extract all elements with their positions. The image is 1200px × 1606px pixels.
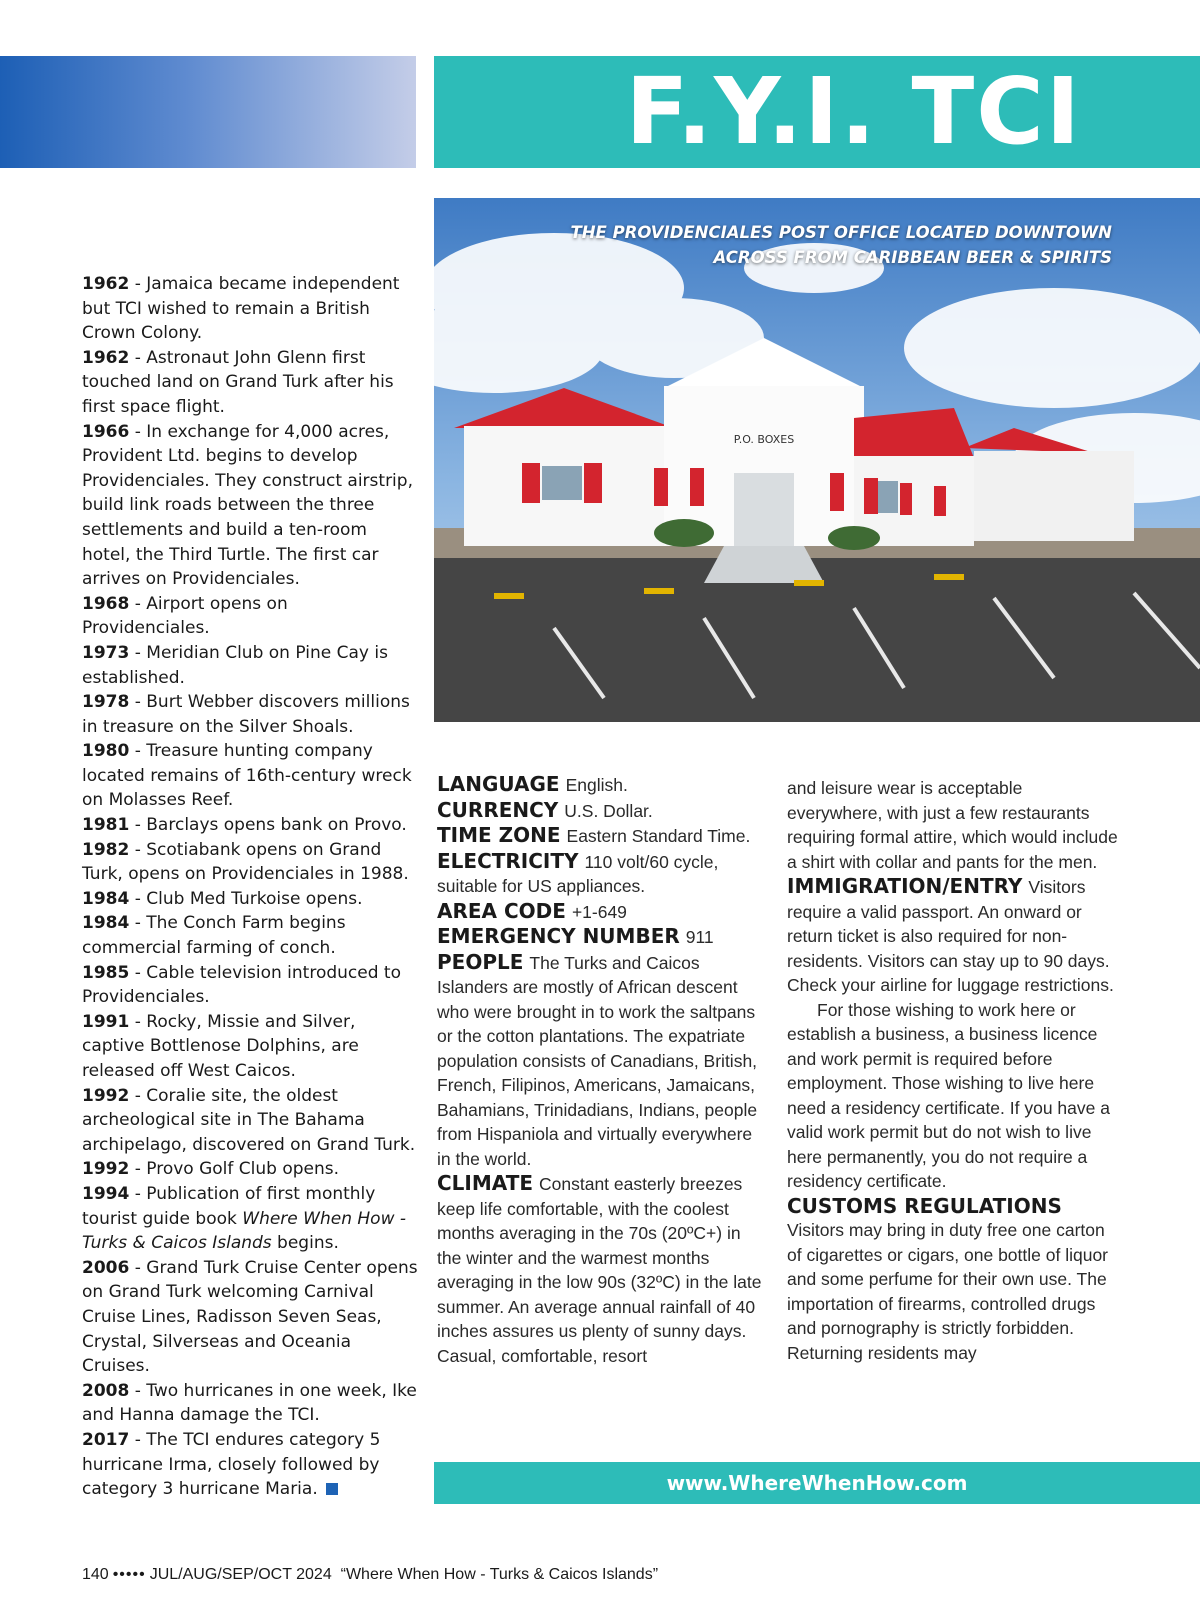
timeline-entry	[82, 272, 418, 346]
fact-label: CUSTOMS REGULATIONS	[787, 1193, 1062, 1218]
fact-text: 110 volt/60 cycle, suitable for US appliances.	[437, 851, 719, 896]
timeline-year: 1962	[82, 274, 130, 294]
footer-dots: •••••	[112, 1566, 146, 1583]
po-boxes-sign: P.O. BOXES	[733, 433, 795, 446]
far-building	[974, 451, 1134, 541]
timeline-entry	[82, 690, 418, 739]
fact-text: Visitors require a valid passport. An onward or return ticket is also required for non-residents. Visitors can stay up to 90 days. Check your airline for luggage restrictions.	[787, 877, 1114, 995]
publication-name: “Where When How - Turks & Caicos Islands”	[340, 1566, 659, 1583]
fact-label: PEOPLE	[437, 949, 524, 974]
fact-electricity	[437, 849, 767, 899]
timeline-entry	[82, 887, 418, 912]
fact-label: CLIMATE	[437, 1171, 533, 1195]
timeline-text: - The Conch Farm begins commercial farming of conch.	[82, 913, 346, 959]
timeline-year: 1978	[82, 692, 130, 713]
timeline-text: - Two hurricanes in one week, Ike and Hanna damage the TCI.	[82, 1380, 417, 1426]
timeline-entry	[82, 346, 418, 420]
fact-climate-continued: and leisure wear is acceptable everywhere, with just a few restaurants requiring formal attire, which would include a shirt with collar and pants for the men.	[787, 778, 1118, 872]
post-office-photo	[434, 198, 1200, 722]
timeline-text: - In exchange for 4,000 acres, Provident Ltd. begins to develop Providenciales. They construct airstrip, build link roads between the three settlements and build a ten-room hotel, the Third Turtle. The first car arrives on Providenciales.	[82, 421, 413, 590]
timeline-entry	[82, 1084, 418, 1158]
timeline-year: 1991	[82, 1011, 130, 1032]
timeline-year: 2006	[82, 1257, 130, 1278]
timeline-year: 1984	[82, 913, 130, 934]
timeline-entry	[82, 838, 418, 887]
timeline-text-tail: begins.	[271, 1233, 339, 1254]
timeline-year: 2008	[82, 1380, 130, 1401]
timeline-year: 1992	[82, 1159, 130, 1180]
fact-label: IMMIGRATION/ENTRY	[787, 874, 1023, 898]
page-title: F.Y.I. TCI	[625, 58, 1082, 165]
timeline-text: - Barclays opens bank on Provo.	[129, 815, 407, 836]
fact-time-zone	[437, 823, 767, 849]
timeline-text: - Jamaica became independent but TCI wished to remain a British Crown Colony.	[82, 274, 400, 344]
timeline-year: 1962	[82, 347, 130, 368]
timeline-entry	[82, 1428, 418, 1502]
timeline-text: - Rocky, Missie and Silver, captive Bottlenose Dolphins, are released off West Caicos.	[82, 1011, 359, 1081]
fact-immigration	[787, 874, 1122, 998]
timeline-year: 1994	[82, 1183, 130, 1204]
timeline-entry	[82, 739, 418, 813]
front-steps	[704, 546, 824, 583]
timeline-entry	[82, 1157, 418, 1182]
fact-emergency	[437, 924, 767, 950]
photo-caption-line1: THE PROVIDENCIALES POST OFFICE LOCATED DOWNTOWN	[570, 223, 1112, 242]
timeline-year: 1982	[82, 839, 130, 860]
fact-label: ELECTRICITY	[437, 848, 579, 873]
fact-customs	[787, 1194, 1122, 1366]
timeline-text: - Grand Turk Cruise Center opens on Grand Turk welcoming Carnival Cruise Lines, Radisson Seven Seas, Crystal, Silverseas and Oceania Cruises.	[82, 1257, 418, 1377]
timeline-entry	[82, 420, 418, 592]
fact-climate	[437, 1171, 767, 1368]
guide-book-title: Where When How - Turks & Caicos Islands	[82, 1208, 407, 1254]
fact-label: EMERGENCY NUMBER	[437, 924, 680, 948]
timeline-text: - Airport opens on Providenciales.	[82, 593, 288, 639]
fact-label: TIME ZONE	[437, 823, 561, 847]
page-footer	[82, 1566, 658, 1584]
timeline-text: - Publication of first monthly tourist guide book	[82, 1183, 376, 1229]
post-office-illustration	[434, 198, 1200, 722]
fact-text: Visitors may bring in duty free one carton of cigarettes or cigars, one bottle of liquor and some perfume for their own use. The importation of firearms, controlled drugs and pornography is strictly forbidden. Returning residents may	[787, 1220, 1109, 1363]
fact-label: LANGUAGE	[437, 772, 560, 796]
website-bar	[434, 1462, 1200, 1504]
fact-text: 911	[685, 927, 714, 947]
header-gradient-block	[0, 56, 416, 168]
photo-caption-line2: ACROSS FROM CARIBBEAN BEER & SPIRITS	[713, 248, 1112, 267]
timeline-entry	[82, 1010, 418, 1084]
timeline-entry	[82, 911, 418, 960]
fact-work-permit: For those wishing to work here or establish a business, a business licence and work permit is required before employment. Those wishing to live here need a residency certificate. If you have a valid work permit but do not wish to live here permanently, you do not require a residency certificate.	[787, 999, 1110, 1191]
timeline-text: - Scotiabank opens on Grand Turk, opens on Providenciales in 1988.	[82, 839, 409, 885]
timeline-text: - Club Med Turkoise opens.	[129, 888, 363, 909]
fact-people	[437, 950, 767, 1172]
photo-caption	[570, 220, 1112, 270]
timeline-text: - The TCI endures category 5 hurricane Irma, closely followed by category 3 hurricane Maria.	[82, 1429, 381, 1500]
fact-text: U.S. Dollar.	[564, 800, 653, 821]
timeline-year: 1984	[82, 888, 130, 909]
timeline-entry	[82, 1256, 418, 1379]
timeline-entry	[82, 961, 418, 1010]
header-title-bar	[434, 56, 1200, 168]
timeline-year: 1966	[82, 421, 130, 442]
timeline-entry	[82, 592, 418, 641]
timeline-year: 1973	[82, 642, 130, 663]
timeline-text: - Provo Golf Club opens.	[129, 1159, 340, 1180]
fact-text: The Turks and Caicos Islanders are mostly of African descent who were brought in to work the saltpans or the cotton plantations. The expatriate population consists of Canadians, British, French, Filipinos, Americans, Jamaicans, Bahamians, Trinidadians, Indians, people from Hispaniola and virtually everywhere in the world.	[437, 952, 758, 1169]
timeline-year: 2017	[82, 1429, 130, 1450]
entrance-door	[734, 473, 794, 546]
fact-currency	[437, 798, 767, 824]
fact-text: +1-649	[571, 901, 627, 922]
fact-label: CURRENCY	[437, 797, 559, 822]
timeline-year: 1981	[82, 815, 130, 836]
timeline-text: - Treasure hunting company located remains of 16th-century wreck on Molasses Reef.	[82, 741, 412, 811]
timeline-year: 1992	[82, 1085, 130, 1106]
fact-text: Constant easterly breezes keep life comfortable, with the coolest months averaging in the 70s (20ºC+) in the winter and the warmest months averaging in the low 90s (32ºC) in the late summer. An average annual rainfall of 40 inches assures us plenty of sunny days. Casual, comfortable, resort	[437, 1174, 762, 1366]
timeline-year: 1968	[82, 593, 130, 614]
fact-text: Eastern Standard Time.	[566, 826, 751, 846]
fact-text: English.	[565, 775, 628, 795]
end-square-icon	[326, 1483, 338, 1495]
history-timeline	[82, 272, 418, 1502]
timeline-entry	[82, 641, 418, 690]
page-number: 140	[82, 1566, 109, 1583]
timeline-entry	[82, 1379, 418, 1428]
timeline-year: 1980	[82, 741, 130, 762]
timeline-text: - Meridian Club on Pine Cay is established.	[82, 642, 388, 688]
website-link[interactable]: www.WhereWhenHow.com	[666, 1471, 968, 1495]
issue-date: JUL/AUG/SEP/OCT 2024	[149, 1566, 332, 1583]
fact-language	[437, 772, 767, 798]
timeline-text: - Coralie site, the oldest archeological site in The Bahama archipelago, discovered on Grand Turk.	[82, 1085, 416, 1155]
timeline-year: 1985	[82, 962, 130, 983]
timeline-text: - Cable television introduced to Providenciales.	[82, 962, 401, 1008]
timeline-text: - Burt Webber discovers millions in treasure on the Silver Shoals.	[82, 692, 410, 737]
facts-column-right	[787, 776, 1122, 1365]
fact-area-code	[437, 899, 767, 925]
timeline-entry	[82, 813, 418, 838]
timeline-text: - Astronaut John Glenn first touched land on Grand Turk after his first space flight.	[82, 347, 394, 417]
timeline-entry	[82, 1182, 418, 1256]
facts-column-left	[437, 772, 767, 1368]
fact-label: AREA CODE	[437, 898, 566, 923]
